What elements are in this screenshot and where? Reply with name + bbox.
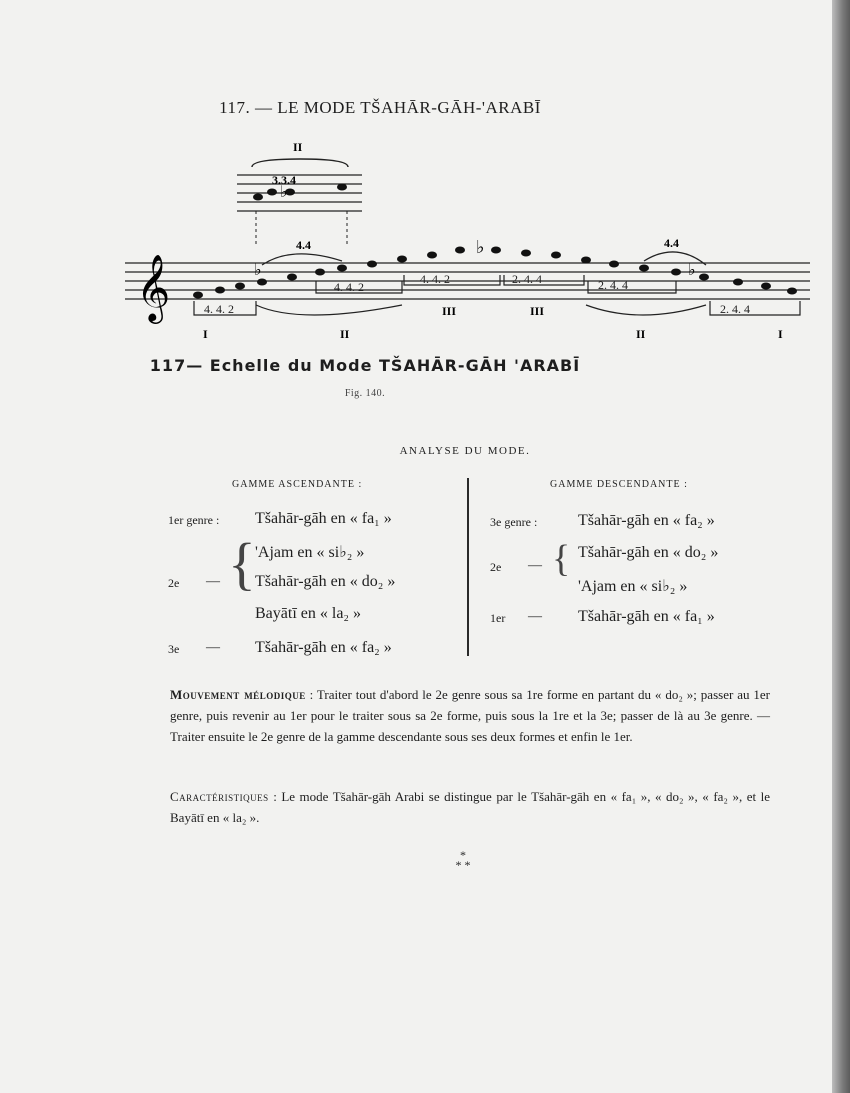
roman-numeral: I [778, 327, 783, 341]
page-title: 117. — LE MODE TŠAHĀR-GĀH-'ARABĪ [219, 98, 541, 117]
roman-numeral: III [530, 304, 545, 318]
asc-row: Tšahār-gāh en « fa₂ » [255, 639, 392, 656]
upper-flat-icon: ♭ [280, 184, 288, 201]
upper-notes [253, 184, 347, 201]
treble-clef-icon: 𝄞 [136, 253, 171, 321]
figure-number: Fig. 140. [344, 388, 386, 399]
descending-heading: GAMME DESCENDANTE : [550, 479, 688, 490]
melodic-movement-text: : Traiter tout d'abord le 2e genre sous sa 1re forme en partant du « do₂ »; passer au 1er genre, puis revenir au 1er pour le traiter sous sa 2e forme, puis sous la 1re et la 3e; passer de là au 3e genre. — Traiter ensuite le 2e genre de la gamme descendante sous ses deux formes et enfin le 1er. [170, 687, 770, 744]
interval-label: 2. 4. 4 [720, 302, 750, 316]
slur-right-label: 4.4 [664, 236, 679, 250]
asc-genre-label: 3e [168, 642, 180, 656]
scale-staff-figure [0, 135, 830, 350]
characteristics-paragraph [170, 786, 770, 828]
asc-genre-label: 2e [168, 576, 180, 590]
interval-label: 4. 4. 2 [204, 302, 234, 316]
analysis-heading: ANALYSE DU MODE. [399, 445, 531, 457]
desc-genre-label: 1er [490, 611, 506, 625]
interval-label: 4. 4. 2 [420, 272, 450, 286]
asc-row: Tšahār-gāh en « fa₁ » [255, 510, 392, 527]
roman-numeral: III [442, 304, 457, 318]
upper-staff [237, 175, 362, 211]
ascending-heading: GAMME ASCENDANTE : [232, 479, 363, 490]
melodic-movement-label: Mouvement mélodique [170, 687, 306, 702]
characteristics-text: : Le mode Tšahār-gāh Arabi se distingue par le Tšahār-gāh en « fa₁ », « do₂ », « fa₂ », et le Bayātī en « la₂ ». [170, 789, 770, 825]
desc-genre-label: 2e [490, 560, 502, 574]
figure-caption: 117— Echelle du Mode TŠAHĀR-GĀH 'ARABĪ [149, 356, 581, 375]
desc-row: Tšahār-gāh en « fa₂ » [578, 512, 715, 529]
roman-numeral: II [636, 327, 646, 341]
desc-genre-label: 3e genre : [490, 515, 538, 529]
asc-row: 'Ajam en « si♭₂ » [255, 544, 365, 561]
desc-brace-icon: { [552, 538, 571, 580]
characteristics-label: Caractéristiques [170, 789, 269, 804]
asc-dash: — [206, 574, 220, 589]
interval-label: 2. 4. 4 [598, 278, 628, 292]
melodic-movement-paragraph [170, 684, 770, 747]
interval-labels [204, 272, 750, 316]
flat-icon-center: ♭ [476, 237, 485, 257]
flat-icon-left: ♭ [254, 262, 262, 279]
interval-label: 4. 4. 2 [334, 280, 364, 294]
upper-interval-label: 3.3.4 [272, 173, 296, 187]
asc-row: Bayātī en « la₂ » [255, 605, 361, 622]
desc-row: 'Ajam en « si♭₂ » [578, 578, 688, 595]
asc-dash: — [206, 640, 220, 655]
roman-numeral: II [340, 327, 350, 341]
desc-dash: — [528, 558, 542, 573]
roman-numeral: I [203, 327, 208, 341]
desc-dash: — [528, 609, 542, 624]
genre-numerals [203, 304, 783, 341]
slur-left-label: 4.4 [296, 238, 311, 252]
flat-icon-right: ♭ [688, 262, 696, 279]
asc-brace-icon: { [228, 531, 256, 596]
asc-genre-label: 1er genre : [168, 513, 220, 527]
upper-group-label: II [293, 140, 303, 154]
desc-row: Tšahār-gāh en « do₂ » [578, 544, 719, 561]
section-ornament: * * * [455, 848, 471, 872]
upper-group-bracket [252, 159, 348, 167]
asc-row: Tšahār-gāh en « do₂ » [255, 573, 396, 590]
main-staff [125, 263, 810, 299]
interval-label: 2. 4. 4 [512, 272, 542, 286]
column-divider [467, 478, 469, 656]
desc-row: Tšahār-gāh en « fa₁ » [578, 608, 715, 625]
